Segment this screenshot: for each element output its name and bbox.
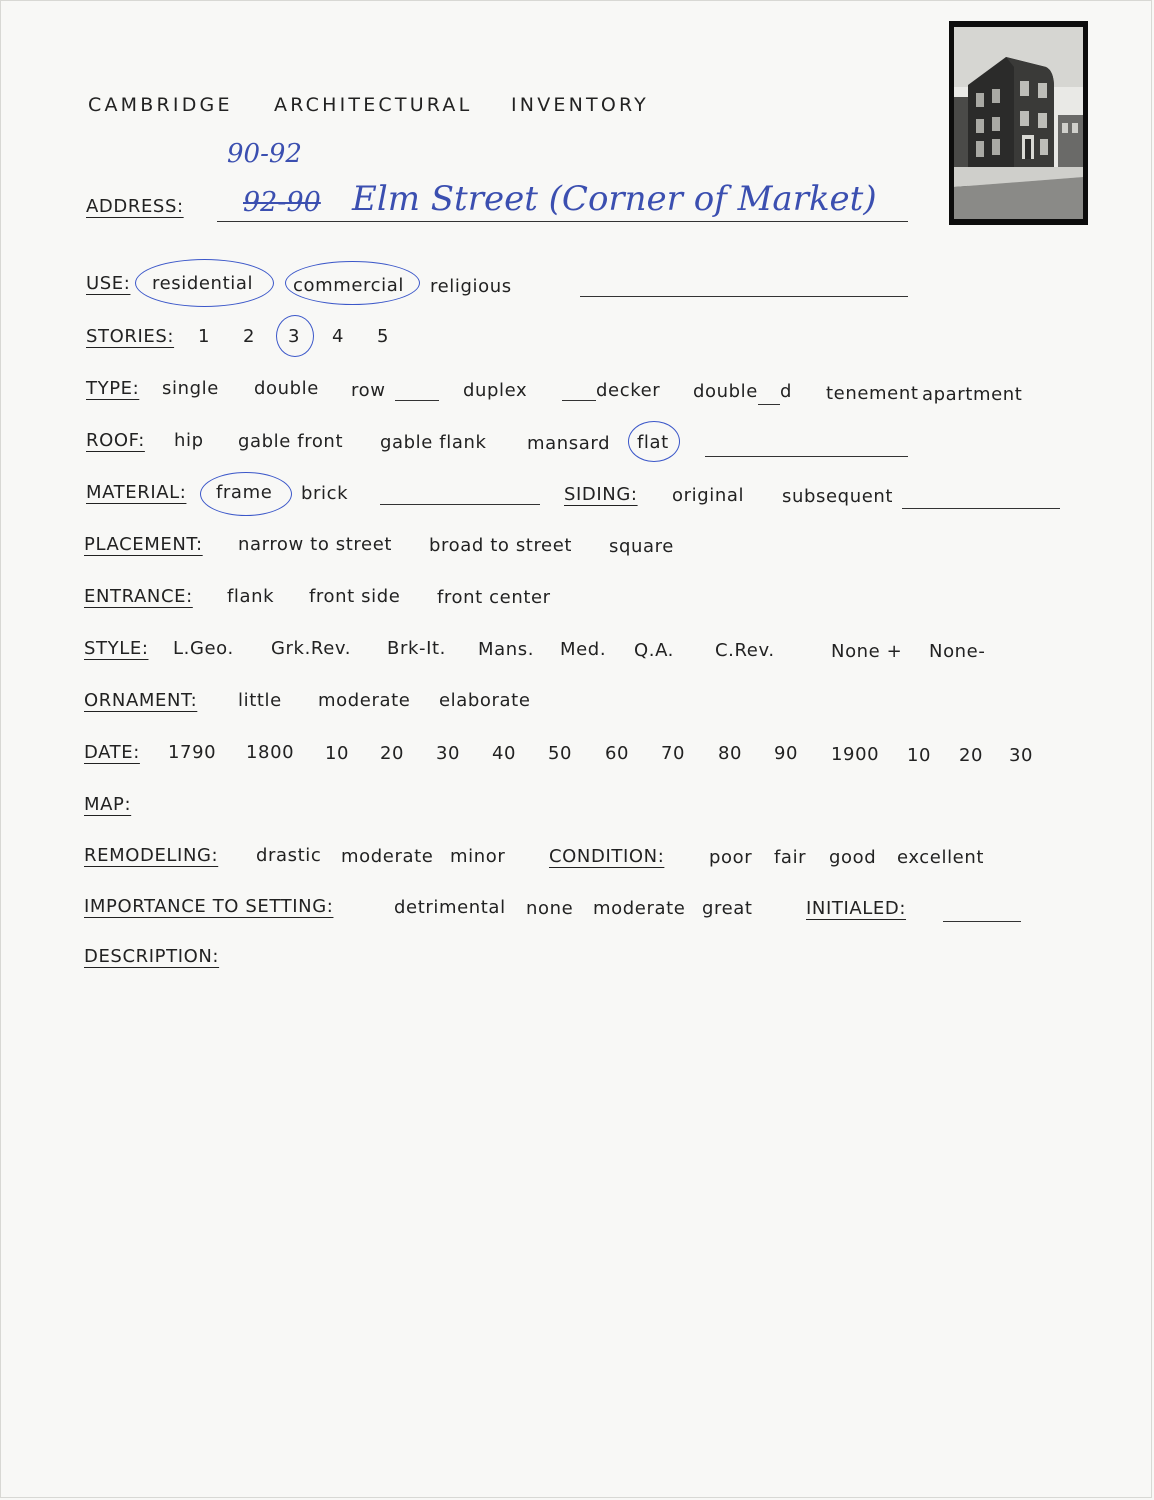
date-option-20[interactable]: 20	[380, 743, 405, 764]
title-cambridge: CAMBRIDGE	[88, 94, 233, 116]
stories-option-5[interactable]: 5	[377, 326, 390, 347]
style-option-med[interactable]: Med.	[560, 639, 607, 660]
title-architectural: ARCHITECTURAL	[274, 94, 473, 116]
building-photo-image	[954, 27, 1083, 219]
date-option-1790[interactable]: 1790	[168, 742, 217, 763]
roof-option-gable-flank[interactable]: gable flank	[380, 432, 487, 453]
style-option-lgeo[interactable]: L.Geo.	[173, 638, 234, 659]
remodeling-option-minor[interactable]: minor	[450, 846, 506, 867]
type-row-line[interactable]	[395, 400, 439, 401]
use-label: USE:	[86, 273, 131, 294]
date-option-50[interactable]: 50	[548, 743, 573, 764]
date-option-60[interactable]: 60	[605, 743, 630, 764]
entrance-option-front-center[interactable]: front center	[437, 587, 551, 608]
style-label: STYLE:	[84, 638, 149, 659]
material-option-frame[interactable]: frame	[216, 482, 273, 503]
use-option-commercial[interactable]: commercial	[293, 275, 404, 296]
map-label: MAP:	[84, 794, 132, 815]
siding-other-line[interactable]	[902, 508, 1060, 509]
importance-option-great[interactable]: great	[702, 898, 753, 919]
importance-option-moderate[interactable]: moderate	[593, 898, 686, 919]
roof-option-flat[interactable]: flat	[637, 432, 669, 453]
title-inventory: INVENTORY	[511, 94, 649, 116]
style-option-crev[interactable]: C.Rev.	[715, 640, 775, 661]
date-option-90[interactable]: 90	[774, 743, 799, 764]
remodeling-option-drastic[interactable]: drastic	[256, 845, 322, 866]
selection-circle-frame	[200, 472, 292, 516]
ornament-option-moderate[interactable]: moderate	[318, 690, 411, 711]
address-line[interactable]	[217, 221, 908, 222]
placement-option-narrow[interactable]: narrow to street	[238, 534, 393, 555]
style-option-mans[interactable]: Mans.	[478, 639, 535, 660]
ornament-option-little[interactable]: little	[238, 690, 282, 711]
condition-option-fair[interactable]: fair	[774, 847, 807, 868]
condition-option-good[interactable]: good	[829, 847, 877, 868]
selection-circle-residential	[135, 259, 274, 307]
date-option-1900[interactable]: 1900	[831, 744, 880, 765]
date-option-80[interactable]: 80	[718, 743, 743, 764]
condition-option-poor[interactable]: poor	[709, 847, 753, 868]
type-option-decker[interactable]: decker	[596, 380, 661, 401]
roof-option-gable-front[interactable]: gable front	[238, 431, 344, 452]
date-option-1930[interactable]: 30	[1009, 745, 1034, 766]
date-option-1910[interactable]: 10	[907, 745, 932, 766]
roof-other-line[interactable]	[705, 456, 908, 457]
selection-circle-flat	[628, 421, 680, 462]
address-label: ADDRESS:	[86, 196, 184, 217]
date-option-1800[interactable]: 1800	[246, 742, 295, 763]
address-handwritten: Elm Street (Corner of Market)	[352, 179, 877, 219]
siding-label: SIDING:	[564, 484, 638, 505]
style-option-grkrev[interactable]: Grk.Rev.	[271, 638, 352, 659]
ornament-label: ORNAMENT:	[84, 690, 198, 711]
type-option-tenement[interactable]: tenement	[826, 383, 919, 404]
use-option-religious[interactable]: religious	[430, 276, 512, 297]
date-option-1920[interactable]: 20	[959, 745, 984, 766]
siding-option-subsequent[interactable]: subsequent	[782, 486, 894, 507]
use-option-residential[interactable]: residential	[152, 273, 254, 294]
initialed-label: INITIALED:	[806, 898, 907, 919]
remodeling-option-moderate[interactable]: moderate	[341, 846, 434, 867]
condition-option-excellent[interactable]: excellent	[897, 847, 985, 868]
address-struck-number: 92-90	[243, 187, 321, 218]
type-option-double-decker[interactable]: double	[693, 381, 758, 402]
stories-label: STORIES:	[86, 326, 175, 347]
stories-option-2[interactable]: 2	[243, 326, 256, 347]
placement-option-square[interactable]: square	[609, 536, 674, 557]
importance-label: IMPORTANCE TO SETTING:	[84, 896, 334, 917]
roof-option-hip[interactable]: hip	[174, 430, 204, 451]
condition-label: CONDITION:	[549, 846, 665, 867]
placement-label: PLACEMENT:	[84, 534, 203, 555]
type-option-duplex[interactable]: duplex	[463, 380, 528, 401]
date-option-40[interactable]: 40	[492, 743, 517, 764]
stories-option-4[interactable]: 4	[332, 326, 345, 347]
type-option-single[interactable]: single	[162, 378, 219, 399]
remodeling-label: REMODELING:	[84, 845, 219, 866]
stories-option-3[interactable]: 3	[288, 326, 301, 347]
use-other-line[interactable]	[580, 296, 908, 297]
style-option-none-minus[interactable]: None-	[929, 641, 986, 662]
material-label: MATERIAL:	[86, 482, 187, 503]
roof-option-mansard[interactable]: mansard	[527, 433, 611, 454]
entrance-option-flank[interactable]: flank	[227, 586, 275, 607]
material-option-brick[interactable]: brick	[301, 483, 349, 504]
building-photo	[949, 21, 1088, 225]
entrance-option-front-side[interactable]: front side	[309, 586, 401, 607]
style-option-qa[interactable]: Q.A.	[634, 640, 675, 661]
importance-option-none[interactable]: none	[526, 898, 574, 919]
type-option-row[interactable]: row	[351, 380, 386, 401]
type-option-double[interactable]: double	[254, 378, 319, 399]
date-label: DATE:	[84, 742, 140, 763]
selection-circle-stories-3	[276, 315, 314, 357]
importance-option-detrimental[interactable]: detrimental	[394, 897, 506, 918]
type-label: TYPE:	[86, 378, 140, 399]
initialed-line[interactable]	[943, 921, 1021, 922]
type-option-apartment[interactable]: apartment	[922, 384, 1023, 405]
material-other-line[interactable]	[380, 504, 540, 505]
placement-option-broad[interactable]: broad to street	[429, 535, 573, 556]
style-option-brkit[interactable]: Brk-It.	[387, 638, 446, 659]
type-option-d[interactable]: d	[780, 381, 793, 402]
address-number-correction: 90-92	[227, 139, 302, 169]
type-decker-line[interactable]	[562, 400, 596, 401]
date-option-30[interactable]: 30	[436, 743, 461, 764]
stories-option-1[interactable]: 1	[198, 326, 211, 347]
siding-option-original[interactable]: original	[672, 485, 745, 506]
entrance-label: ENTRANCE:	[84, 586, 193, 607]
date-option-10[interactable]: 10	[325, 743, 350, 764]
date-option-70[interactable]: 70	[661, 743, 686, 764]
ornament-option-elaborate[interactable]: elaborate	[439, 690, 531, 711]
description-label: DESCRIPTION:	[84, 946, 220, 967]
style-option-none-plus[interactable]: None +	[831, 641, 903, 662]
roof-label: ROOF:	[86, 430, 145, 451]
selection-circle-commercial	[285, 261, 420, 305]
type-double-decker-line[interactable]	[758, 404, 780, 405]
